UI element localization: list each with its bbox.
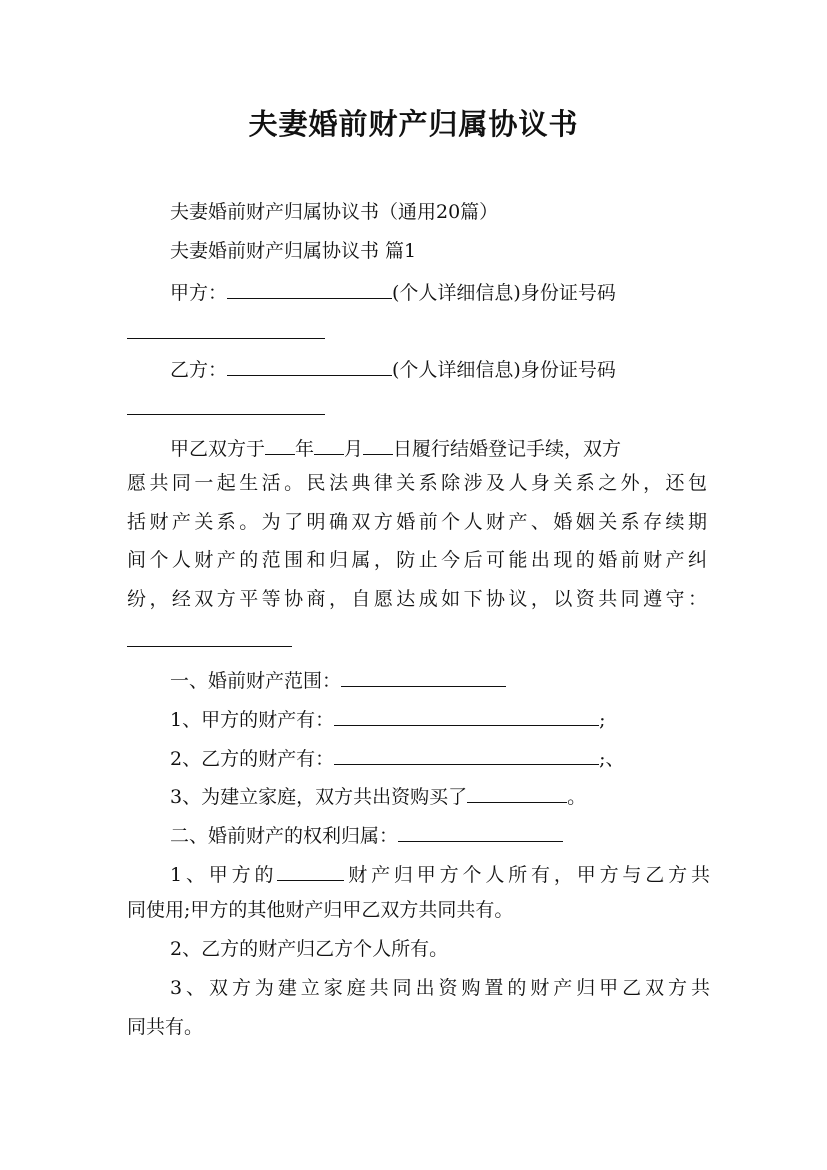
party-a-id-line: [127, 318, 707, 345]
party-b-label: 乙方：: [170, 359, 228, 381]
party-a-label: 甲方：: [170, 282, 228, 304]
agreement-blank: [127, 626, 292, 647]
text-segment: 月: [344, 438, 364, 460]
text-segment: 年: [295, 438, 315, 460]
clause-line: 3、双方为建立家庭共同出资购置的财产归甲乙双方共: [170, 977, 710, 999]
text-segment: 2、乙方的财产有：: [170, 748, 335, 770]
clause-line: [170, 860, 710, 887]
section-one-heading: [170, 666, 710, 693]
document-title: 夫妻婚前财产归属协议书: [248, 107, 579, 141]
property-scope-blank: [341, 666, 506, 687]
text-segment: 3、为建立家庭，双方共出资购买了: [170, 786, 468, 808]
party-b-name-blank: [227, 355, 392, 376]
subtitle-line: 夫妻婚前财产归属协议书（通用20篇）: [170, 201, 499, 223]
clause-line: [170, 782, 710, 809]
party-a-id-blank: [127, 318, 325, 339]
paragraph-line: 愿共同一起生活。民法典律关系除涉及人身关系之外，还包: [127, 472, 707, 494]
text-segment: 1、甲方的: [170, 864, 278, 886]
paragraph-line: 纷，经双方平等协商，自愿达成如下协议，以资共同遵守：: [127, 588, 707, 610]
paragraph-line: 间个人财产的范围和归属，防止今后可能出现的婚前财产纠: [127, 549, 707, 571]
party-a-name-blank: [227, 278, 392, 299]
paragraph-line: 括财产关系。为了明确双方婚前个人财产、婚姻关系存续期: [127, 511, 707, 533]
party-a-property-blank: [334, 705, 599, 726]
text-segment: 日履行结婚登记手续，双方: [393, 438, 622, 460]
paragraph-line: [170, 434, 710, 461]
joint-purchase-blank: [467, 782, 567, 803]
party-a-info: (个人详细信息)身份证号码: [392, 282, 616, 304]
day-blank: [363, 434, 393, 455]
party-b-id-blank: [127, 394, 325, 415]
month-blank: [314, 434, 344, 455]
text-segment: 1、甲方的财产有：: [170, 709, 335, 731]
clause-line: 2、乙方的财产归乙方个人所有。: [170, 938, 449, 960]
party-a-line: [170, 278, 710, 305]
party-b-property-blank: [334, 744, 599, 765]
text-segment: 财产归甲方个人所有，甲方与乙方共: [344, 864, 710, 886]
text-segment: 甲乙双方于: [170, 438, 266, 460]
party-b-id-line: [127, 394, 707, 421]
clause-line: 同使用;甲方的其他财产归甲乙双方共同共有。: [127, 899, 514, 921]
section-two-heading: [170, 821, 710, 848]
clause-line: [170, 705, 710, 732]
text-segment: ;: [599, 709, 606, 731]
party-a-asset-blank: [277, 860, 344, 881]
ownership-blank: [398, 821, 563, 842]
year-blank: [265, 434, 295, 455]
text-segment: ;、: [599, 748, 625, 770]
paragraph-blank-line: [127, 626, 707, 653]
text-segment: 二、婚前财产的权利归属：: [170, 825, 399, 847]
party-b-line: [170, 355, 710, 382]
text-segment: 。: [567, 786, 587, 808]
party-b-info: (个人详细信息)身份证号码: [392, 359, 616, 381]
clause-line: 同共有。: [127, 1016, 204, 1038]
clause-line: [170, 744, 710, 771]
text-segment: 一、婚前财产范围：: [170, 670, 342, 692]
section-heading-line: 夫妻婚前财产归属协议书 篇1: [170, 240, 417, 262]
